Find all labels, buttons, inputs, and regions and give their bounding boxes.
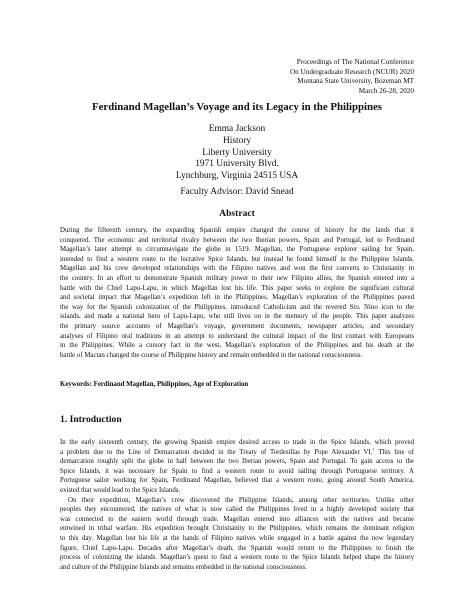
author-block bbox=[60, 124, 414, 183]
abstract-line: the way for the Spanish colonization of the Philippines, introduced Catholicism and the revered Sto. Nino icon to the bbox=[60, 303, 414, 311]
abstract-line: the country. In an effort to demonstrate Spanish military power to their new Filipino allies, the Spanish entered into a bbox=[60, 274, 414, 282]
intro-line: to this day. Magellan lost his life at the hands of Filipino natives while engaged in a battle against the now legendary bbox=[60, 534, 414, 542]
introduction-body bbox=[60, 438, 414, 572]
abstract-line: battle of Mactan changed the course of Philippine history and remain embedded in the national consciousness. bbox=[60, 351, 363, 359]
intro-line-text: This line of bbox=[374, 448, 414, 456]
intro-line bbox=[60, 448, 414, 458]
keywords: Keywords: Ferdinand Magellan, Philippines, Age of Exploration bbox=[60, 381, 249, 388]
conference-line: March 26-28, 2020 bbox=[358, 86, 414, 95]
intro-line: entwined in tribal warfare. His expedition brought Christianity to the Philippines, which remains the dominant religion bbox=[60, 525, 414, 533]
faculty-advisor: Faculty Advisor: David Snead bbox=[180, 187, 294, 197]
intro-line-text: a problem due to the Line of Demarcation decided in the Treaty of Tordesillas by Pope Alexander VI. bbox=[60, 448, 373, 456]
author-institution: Liberty University bbox=[202, 147, 272, 158]
intro-line: existed that would lead to the Spice Islands. bbox=[60, 486, 181, 494]
conference-line: Montana State University, Bozeman MT bbox=[297, 77, 414, 86]
abstract-line: intended to find a western route to the lucrative Spice Islands, but instead he found himself in the Philippine Islands. bbox=[60, 255, 414, 263]
abstract-line: Magellan and his crew developed relationships with the Filipino natives and won the first converts to Christianity in bbox=[60, 265, 414, 273]
introduction-heading: 1. Introduction bbox=[60, 414, 122, 425]
author-street: 1971 University Blvd. bbox=[195, 159, 279, 170]
intro-line: Spice Islands, it was necessary for Spain to find a western route to avoid sailing through Portuguese territory. A bbox=[60, 467, 414, 475]
abstract-line: During the fifteenth century, the expanding Spanish empire changed the course of history for the lands that it bbox=[60, 227, 414, 234]
author-city: Lynchburg, Virginia 24515 USA bbox=[175, 171, 299, 182]
author-department: History bbox=[222, 135, 252, 146]
abstract-line: islands, and made a national hero of Lapu-Lapu, who still lives on in the memory of the people. This paper analyzes bbox=[60, 313, 414, 321]
abstract-line: conquered. The economic and territorial rivalry between the two Iberian powers, Spain and Portugal, led to Ferdinand bbox=[60, 236, 414, 244]
abstract-line: analyses of Filipino oral traditions in an attempt to understand the cultural impact of the first contact with Europeans bbox=[60, 332, 414, 340]
intro-line: In the early sixteenth century, the growing Spanish empire desired access to trade in the Spice Islands, which proved bbox=[60, 439, 414, 446]
conference-line: Proceedings of The National Conference bbox=[296, 58, 414, 66]
conference-header bbox=[174, 58, 414, 96]
intro-line: On their expedition, Magellan’s crew discovered the Philippine Islands, among other territories. Unlike other bbox=[68, 496, 414, 504]
intro-line: figure, Chief Lapu-Lapu. Decades after Magellan’s death, the Spanish would return to the Philippines to finish the bbox=[60, 544, 414, 552]
abstract-line: battle with the Chief Lapu-Lapu, in which Magellan lost his life. This paper seeks to explore the significant cultural bbox=[60, 284, 414, 292]
abstract-line: and societal impact that Magellan’s expedition left in the Philippines. Magellan’s exploration of the Philippines paved bbox=[60, 294, 414, 302]
footnote-marker[interactable]: 1 bbox=[372, 447, 375, 452]
intro-line: Portuguese sailor working for Spain, Ferdinand Magellan, believed that a western route, going around South America, bbox=[60, 477, 414, 485]
intro-line: was connected to the eastern world through trade. Magellan entered into alliances with the natives and became bbox=[60, 515, 414, 523]
intro-line: demarcation roughly split the globe in half between the two Iberian powers, Spain and Portugal. To gain access to the bbox=[60, 458, 414, 466]
intro-line: peoples they encountered, the natives of what is now called the Philippines lived in a highly developed society that bbox=[60, 506, 414, 514]
intro-line: and culture of the Philippine Islands and remains embedded in the national consciousness. bbox=[60, 563, 307, 571]
abstract-body bbox=[60, 226, 414, 360]
abstract-heading: Abstract bbox=[219, 208, 255, 219]
abstract-line: in the Philippines. While a cursory fact in the west, Magellan’s exploration of the Philippines and his death at the bbox=[60, 342, 414, 350]
abstract-line: Magellan’s later attempt to circumnavigate the globe in 1519. Magellan, the Portuguese explorer sailing for Spain, bbox=[60, 246, 414, 254]
paper-title: Ferdinand Magellan’s Voyage and its Legacy in the Philippines bbox=[92, 101, 382, 113]
abstract-line: the primary source accounts of Magellan’s voyage, government documents, newspaper articles, and secondary bbox=[60, 322, 414, 330]
author-name: Emma Jackson bbox=[208, 124, 266, 134]
intro-line: process of colonizing the islands. Magellan’s quest to find a western route to the Spice Islands helped shape the history bbox=[60, 554, 414, 562]
conference-line: On Undergraduate Research (NCUR) 2020 bbox=[289, 67, 414, 76]
